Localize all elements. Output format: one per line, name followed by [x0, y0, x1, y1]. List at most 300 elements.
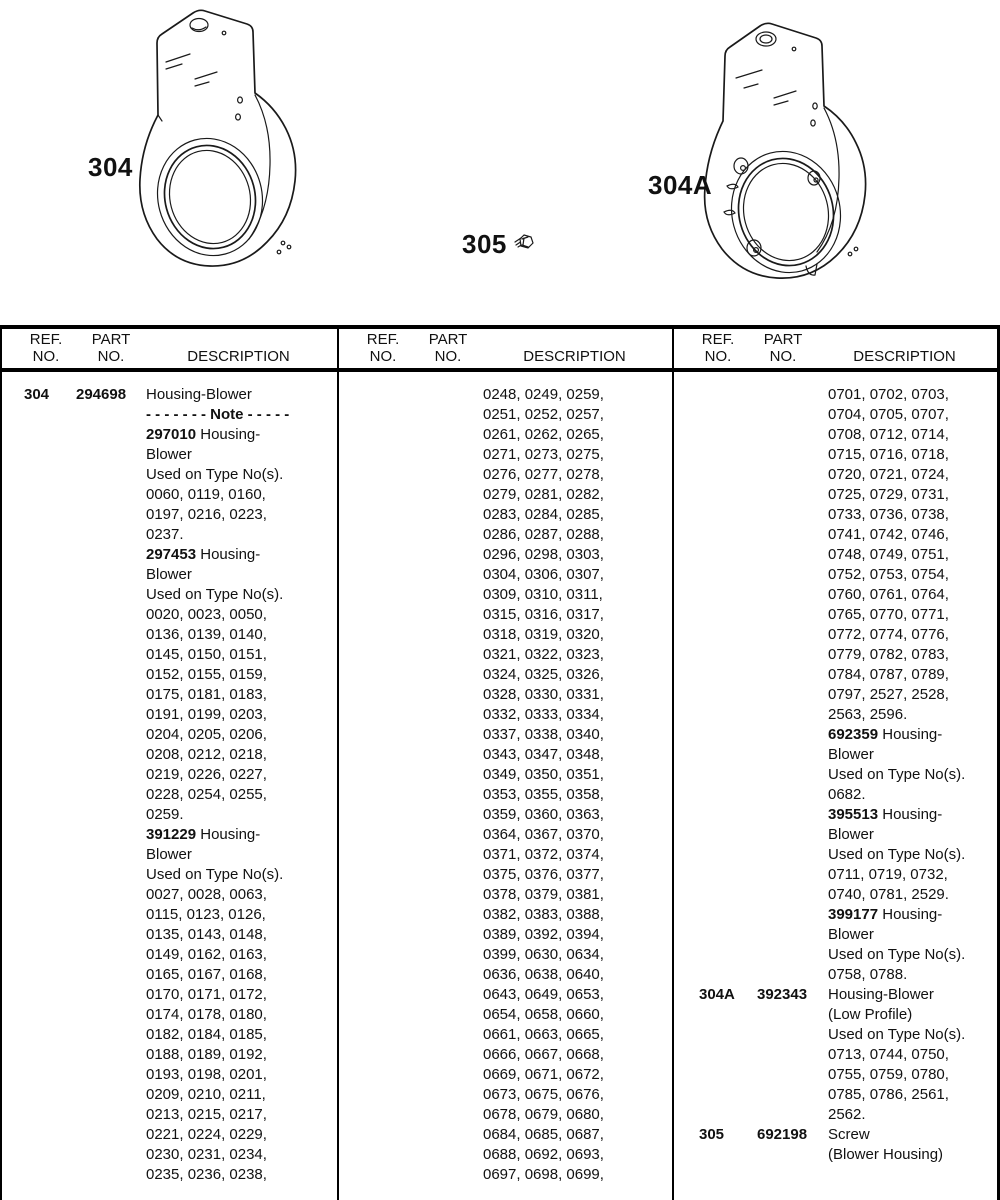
- part-no-cell: [413, 845, 483, 865]
- part-no-cell: [413, 485, 483, 505]
- table-row: [674, 945, 997, 965]
- part-no-cell: [757, 745, 828, 765]
- description-cell: Used on Type No(s).: [146, 866, 284, 883]
- ref-no-cell: [361, 805, 413, 825]
- description-cell: 0237.: [146, 526, 184, 543]
- part-no-cell: [413, 1085, 483, 1105]
- part-no-cell: [413, 445, 483, 465]
- ref-no-cell: [361, 505, 413, 525]
- part-no-cell: [413, 805, 483, 825]
- part-no-cell: [413, 1005, 483, 1025]
- description-cell: Used on Type No(s).: [146, 586, 284, 603]
- ref-no-cell: [361, 825, 413, 845]
- part-no-cell: [76, 725, 146, 745]
- ref-no-cell: [361, 905, 413, 925]
- table-row: [2, 585, 337, 605]
- table-row: [674, 865, 997, 885]
- screw-icon: [512, 232, 536, 254]
- ref-no-cell: [699, 445, 757, 465]
- part-no-cell: [76, 465, 146, 485]
- description-cell: 0371, 0372, 0374,: [483, 846, 604, 863]
- description-cell: 0332, 0333, 0334,: [483, 706, 604, 723]
- table-row: [2, 505, 337, 525]
- table-row: [339, 885, 672, 905]
- description-cell: 0797, 2527, 2528,: [828, 686, 949, 703]
- table-header: [674, 329, 997, 372]
- table-row: [339, 625, 672, 645]
- table-row: [674, 1125, 997, 1145]
- description-cell: 0204, 0205, 0206,: [146, 726, 267, 743]
- table-row: [339, 665, 672, 685]
- table-row: [339, 965, 672, 985]
- description-cell: 0784, 0787, 0789,: [828, 666, 949, 683]
- description-cell: 0337, 0338, 0340,: [483, 726, 604, 743]
- part-no-cell: [757, 1005, 828, 1025]
- ref-no-cell: [699, 625, 757, 645]
- part-no-cell: [757, 805, 828, 825]
- part-no-cell: [413, 545, 483, 565]
- ref-no-cell: [24, 565, 76, 585]
- part-no-cell: [413, 1045, 483, 1065]
- part-no-cell: [413, 925, 483, 945]
- description-cell: Blower: [828, 926, 874, 943]
- part-no-cell: [757, 565, 828, 585]
- table-row: [2, 565, 337, 585]
- ref-no-cell: [361, 945, 413, 965]
- ref-no-cell: [699, 765, 757, 785]
- table-row: [674, 1085, 997, 1105]
- part-no-cell: [757, 505, 828, 525]
- description-cell: 0060, 0119, 0160,: [146, 486, 266, 503]
- description-cell: 0684, 0685, 0687,: [483, 1126, 604, 1143]
- ref-no-cell: [24, 585, 76, 605]
- ref-label-305: 305: [462, 229, 507, 259]
- part-no-cell: [413, 625, 483, 645]
- table-row: [2, 865, 337, 885]
- table-row: [674, 485, 997, 505]
- table-row: [2, 1125, 337, 1145]
- part-no-cell: [413, 645, 483, 665]
- table-row: [674, 825, 997, 845]
- table-row: [674, 385, 997, 405]
- part-no-cell: [413, 705, 483, 725]
- part-no-cell: [76, 865, 146, 885]
- table-row: [339, 1005, 672, 1025]
- table-row: [674, 985, 997, 1005]
- description-cell: (Blower Housing): [828, 1146, 944, 1163]
- ref-no-cell: [24, 605, 76, 625]
- ref-no-cell: [699, 705, 757, 725]
- description-cell: 0666, 0667, 0668,: [483, 1046, 604, 1063]
- table-row: [674, 625, 997, 645]
- part-no-cell: [413, 785, 483, 805]
- description-cell: 0708, 0712, 0714,: [828, 426, 949, 443]
- ref-no-cell: [24, 625, 76, 645]
- part-no-cell: [413, 965, 483, 985]
- description-cell: 0755, 0759, 0780,: [828, 1066, 949, 1083]
- ref-no-cell: [699, 605, 757, 625]
- part-no-cell: [76, 1125, 146, 1145]
- header-description: DESCRIPTION: [853, 348, 956, 365]
- description-cell: Housing-Blower: [828, 986, 934, 1003]
- ref-no-cell: [699, 565, 757, 585]
- table-row: [339, 985, 672, 1005]
- table-row: [2, 1065, 337, 1085]
- part-no-cell: [76, 585, 146, 605]
- ref-no-cell: [24, 805, 76, 825]
- table-row: [2, 925, 337, 945]
- part-no-cell: [76, 445, 146, 465]
- part-no-cell: [76, 985, 146, 1005]
- part-no-cell: [757, 1145, 828, 1165]
- table-row: [2, 525, 337, 545]
- parts-table-column-3: [672, 329, 1000, 1200]
- ref-no-cell: [699, 945, 757, 965]
- description-cell: 0375, 0376, 0377,: [483, 866, 604, 883]
- table-row: [339, 1085, 672, 1105]
- ref-no-cell: [361, 1105, 413, 1125]
- description-cell: 0235, 0236, 0238,: [146, 1166, 267, 1183]
- part-no-cell: [757, 465, 828, 485]
- table-row: [674, 525, 997, 545]
- table-row: [2, 685, 337, 705]
- description-cell: 0669, 0671, 0672,: [483, 1066, 604, 1083]
- part-no-cell: [76, 805, 146, 825]
- ref-no-cell: [361, 645, 413, 665]
- table-row: [339, 445, 672, 465]
- part-no-cell: [757, 385, 828, 405]
- description-cell: 0704, 0705, 0707,: [828, 406, 949, 423]
- ref-no-cell: 304A: [699, 986, 735, 1003]
- part-no-cell: [413, 425, 483, 445]
- description-cell: 0343, 0347, 0348,: [483, 746, 604, 763]
- ref-no-cell: [699, 905, 757, 925]
- ref-no-cell: [361, 705, 413, 725]
- part-no-cell: [757, 825, 828, 845]
- part-no-cell: [757, 485, 828, 505]
- table-row: [339, 1105, 672, 1125]
- description-cell: 0165, 0167, 0168,: [146, 966, 267, 983]
- description-cell: 0027, 0028, 0063,: [146, 886, 267, 903]
- part-no-cell: [76, 785, 146, 805]
- table-row: [2, 1085, 337, 1105]
- ref-no-cell: [24, 645, 76, 665]
- header-part-no: PART NO.: [428, 331, 468, 365]
- ref-no-cell: [24, 665, 76, 685]
- part-no-cell: [413, 945, 483, 965]
- table-row: [2, 1105, 337, 1125]
- part-no-cell: [76, 825, 146, 845]
- description-cell: 0654, 0658, 0660,: [483, 1006, 604, 1023]
- blower-housing-304a-drawing: [698, 16, 890, 304]
- table-row: [2, 885, 337, 905]
- description-cell: 0251, 0252, 0257,: [483, 406, 604, 423]
- parts-diagram-figure: [0, 0, 1000, 322]
- table-row: [2, 405, 337, 425]
- description-cell: 391229 Housing-: [146, 826, 261, 843]
- part-no-cell: [757, 1105, 828, 1125]
- ref-no-cell: [361, 925, 413, 945]
- description-cell: 0228, 0254, 0255,: [146, 786, 267, 803]
- ref-no-cell: [24, 905, 76, 925]
- description-cell: 0741, 0742, 0746,: [828, 526, 949, 543]
- table-row: [339, 405, 672, 425]
- part-no-cell: [76, 505, 146, 525]
- table-row: [674, 905, 997, 925]
- ref-no-cell: [24, 985, 76, 1005]
- ref-no-cell: [24, 925, 76, 945]
- table-row: [674, 685, 997, 705]
- part-no-cell: [76, 885, 146, 905]
- ref-no-cell: [24, 1105, 76, 1125]
- table-row: [674, 405, 997, 425]
- description-cell: 0349, 0350, 0351,: [483, 766, 604, 783]
- table-row: [339, 505, 672, 525]
- description-cell: 0389, 0392, 0394,: [483, 926, 604, 943]
- ref-no-cell: [24, 745, 76, 765]
- table-row: [2, 385, 337, 405]
- ref-no-cell: [24, 425, 76, 445]
- description-cell: 0115, 0123, 0126,: [146, 906, 266, 923]
- ref-no-cell: [699, 405, 757, 425]
- part-no-cell: [757, 645, 828, 665]
- table-row: [2, 825, 337, 845]
- part-no-cell: [757, 965, 828, 985]
- description-cell: 0283, 0284, 0285,: [483, 506, 604, 523]
- part-no-cell: [757, 1065, 828, 1085]
- table-row: [339, 565, 672, 585]
- description-cell: 0259.: [146, 806, 184, 823]
- ref-no-cell: [361, 885, 413, 905]
- table-row: [2, 1005, 337, 1025]
- part-no-cell: [76, 1105, 146, 1125]
- table-row: [2, 625, 337, 645]
- description-cell: 0765, 0770, 0771,: [828, 606, 949, 623]
- table-row: [2, 445, 337, 465]
- description-cell: 0209, 0210, 0211,: [146, 1086, 266, 1103]
- description-cell: 0230, 0231, 0234,: [146, 1146, 267, 1163]
- ref-no-cell: 305: [699, 1126, 725, 1143]
- table-row: [674, 565, 997, 585]
- part-no-cell: [757, 405, 828, 425]
- description-cell: 0740, 0781, 2529.: [828, 886, 949, 903]
- ref-no-cell: [361, 725, 413, 745]
- part-no-cell: [757, 785, 828, 805]
- description-cell: 0772, 0774, 0776,: [828, 626, 949, 643]
- part-no-cell: [757, 525, 828, 545]
- table-row: [674, 885, 997, 905]
- part-no-cell: [76, 1085, 146, 1105]
- ref-no-cell: [24, 545, 76, 565]
- table-row: [2, 765, 337, 785]
- part-no-cell: [76, 605, 146, 625]
- ref-no-cell: 304: [24, 386, 50, 403]
- part-no-cell: [76, 405, 146, 425]
- table-row: [674, 645, 997, 665]
- description-cell: Screw: [828, 1126, 870, 1143]
- table-row: [339, 825, 672, 845]
- ref-no-cell: [24, 685, 76, 705]
- ref-no-cell: [699, 965, 757, 985]
- description-cell: 0304, 0306, 0307,: [483, 566, 604, 583]
- description-cell: 0701, 0702, 0703,: [828, 386, 949, 403]
- table-row: [2, 485, 337, 505]
- table-row: [674, 605, 997, 625]
- description-cell: 0149, 0162, 0163,: [146, 946, 267, 963]
- table-row: [674, 785, 997, 805]
- ref-no-cell: [699, 1105, 757, 1125]
- ref-no-cell: [361, 385, 413, 405]
- description-cell: - - - - - - - Note - - - - -: [146, 406, 290, 423]
- ref-no-cell: [24, 1045, 76, 1065]
- part-no-cell: [76, 545, 146, 565]
- part-no-cell: [76, 1025, 146, 1045]
- table-row: [339, 845, 672, 865]
- description-cell: 0271, 0273, 0275,: [483, 446, 604, 463]
- ref-no-cell: [24, 785, 76, 805]
- table-body: [339, 372, 672, 1185]
- description-cell: Blower: [146, 446, 192, 463]
- part-no-cell: 692198: [757, 1126, 808, 1143]
- part-no-cell: [757, 585, 828, 605]
- part-no-cell: [76, 665, 146, 685]
- table-row: [339, 1125, 672, 1145]
- table-header: [339, 329, 672, 372]
- description-cell: 0135, 0143, 0148,: [146, 926, 267, 943]
- ref-no-cell: [699, 845, 757, 865]
- ref-no-cell: [699, 525, 757, 545]
- part-no-cell: [757, 1025, 828, 1045]
- table-row: [2, 1025, 337, 1045]
- table-row: [339, 1045, 672, 1065]
- description-cell: 0213, 0215, 0217,: [146, 1106, 267, 1123]
- ref-no-cell: [24, 465, 76, 485]
- part-no-cell: [76, 1045, 146, 1065]
- ref-no-cell: [24, 1065, 76, 1085]
- table-row: [674, 505, 997, 525]
- description-cell: 692359 Housing-: [828, 726, 943, 743]
- description-cell: 0779, 0782, 0783,: [828, 646, 949, 663]
- table-row: [674, 845, 997, 865]
- description-cell: 0378, 0379, 0381,: [483, 886, 604, 903]
- part-no-cell: [76, 645, 146, 665]
- ref-no-cell: [361, 625, 413, 645]
- part-no-cell: [413, 825, 483, 845]
- table-row: [339, 765, 672, 785]
- part-no-cell: [757, 865, 828, 885]
- description-cell: 0279, 0281, 0282,: [483, 486, 604, 503]
- ref-no-cell: [699, 545, 757, 565]
- header-ref-no: REF. NO.: [701, 331, 735, 365]
- ref-no-cell: [361, 565, 413, 585]
- description-cell: 0715, 0716, 0718,: [828, 446, 949, 463]
- ref-no-cell: [24, 725, 76, 745]
- table-row: [674, 1005, 997, 1025]
- part-no-cell: [413, 1145, 483, 1165]
- description-cell: 0359, 0360, 0363,: [483, 806, 604, 823]
- part-no-cell: [413, 505, 483, 525]
- ref-no-cell: [699, 685, 757, 705]
- ref-no-cell: [361, 585, 413, 605]
- part-no-cell: [413, 765, 483, 785]
- table-row: [674, 925, 997, 945]
- part-no-cell: [757, 905, 828, 925]
- ref-no-cell: [699, 1045, 757, 1065]
- table-row: [2, 905, 337, 925]
- description-cell: 297453 Housing-: [146, 546, 261, 563]
- ref-no-cell: [361, 1085, 413, 1105]
- description-cell: 0261, 0262, 0265,: [483, 426, 604, 443]
- ref-no-cell: [361, 845, 413, 865]
- table-body: [2, 372, 337, 1185]
- ref-no-cell: [699, 385, 757, 405]
- part-no-cell: 392343: [757, 986, 808, 1003]
- description-cell: 0760, 0761, 0764,: [828, 586, 949, 603]
- description-cell: 0353, 0355, 0358,: [483, 786, 604, 803]
- table-row: [2, 725, 337, 745]
- part-no-cell: [76, 425, 146, 445]
- table-row: [339, 725, 672, 745]
- table-row: [339, 585, 672, 605]
- header-description: DESCRIPTION: [523, 348, 626, 365]
- part-no-cell: [413, 1125, 483, 1145]
- part-no-cell: [76, 1165, 146, 1185]
- description-cell: 0286, 0287, 0288,: [483, 526, 604, 543]
- description-cell: 0688, 0692, 0693,: [483, 1146, 604, 1163]
- description-cell: (Low Profile): [828, 1006, 913, 1023]
- part-no-cell: [413, 865, 483, 885]
- table-row: [2, 425, 337, 445]
- ref-no-cell: [24, 505, 76, 525]
- ref-no-cell: [361, 1025, 413, 1045]
- header-part-no: PART NO.: [91, 331, 131, 365]
- description-cell: 2563, 2596.: [828, 706, 908, 723]
- part-no-cell: [413, 565, 483, 585]
- parts-table-column-1: [0, 329, 337, 1200]
- part-no-cell: [757, 765, 828, 785]
- description-cell: 2562.: [828, 1106, 866, 1123]
- ref-no-cell: [361, 785, 413, 805]
- description-cell: 0020, 0023, 0050,: [146, 606, 267, 623]
- description-cell: 0208, 0212, 0218,: [146, 746, 267, 763]
- table-row: [339, 525, 672, 545]
- table-row: [339, 1025, 672, 1045]
- description-cell: 0733, 0736, 0738,: [828, 506, 949, 523]
- part-no-cell: [413, 585, 483, 605]
- description-cell: 0711, 0719, 0732,: [828, 866, 948, 883]
- part-no-cell: [757, 945, 828, 965]
- table-row: [339, 605, 672, 625]
- description-cell: Used on Type No(s).: [828, 846, 966, 863]
- table-header: [2, 329, 337, 372]
- part-no-cell: [757, 605, 828, 625]
- part-no-cell: [413, 1105, 483, 1125]
- part-no-cell: [76, 1065, 146, 1085]
- description-cell: 0324, 0325, 0326,: [483, 666, 604, 683]
- part-no-cell: [76, 565, 146, 585]
- ref-no-cell: [361, 1125, 413, 1145]
- ref-no-cell: [24, 1005, 76, 1025]
- ref-no-cell: [24, 1165, 76, 1185]
- ref-no-cell: [24, 865, 76, 885]
- ref-label-304: 304: [88, 152, 133, 182]
- parts-table: [0, 325, 1000, 1200]
- description-cell: 0328, 0330, 0331,: [483, 686, 604, 703]
- description-cell: 0276, 0277, 0278,: [483, 466, 604, 483]
- table-row: [674, 965, 997, 985]
- ref-no-cell: [24, 1025, 76, 1045]
- description-cell: 0678, 0679, 0680,: [483, 1106, 604, 1123]
